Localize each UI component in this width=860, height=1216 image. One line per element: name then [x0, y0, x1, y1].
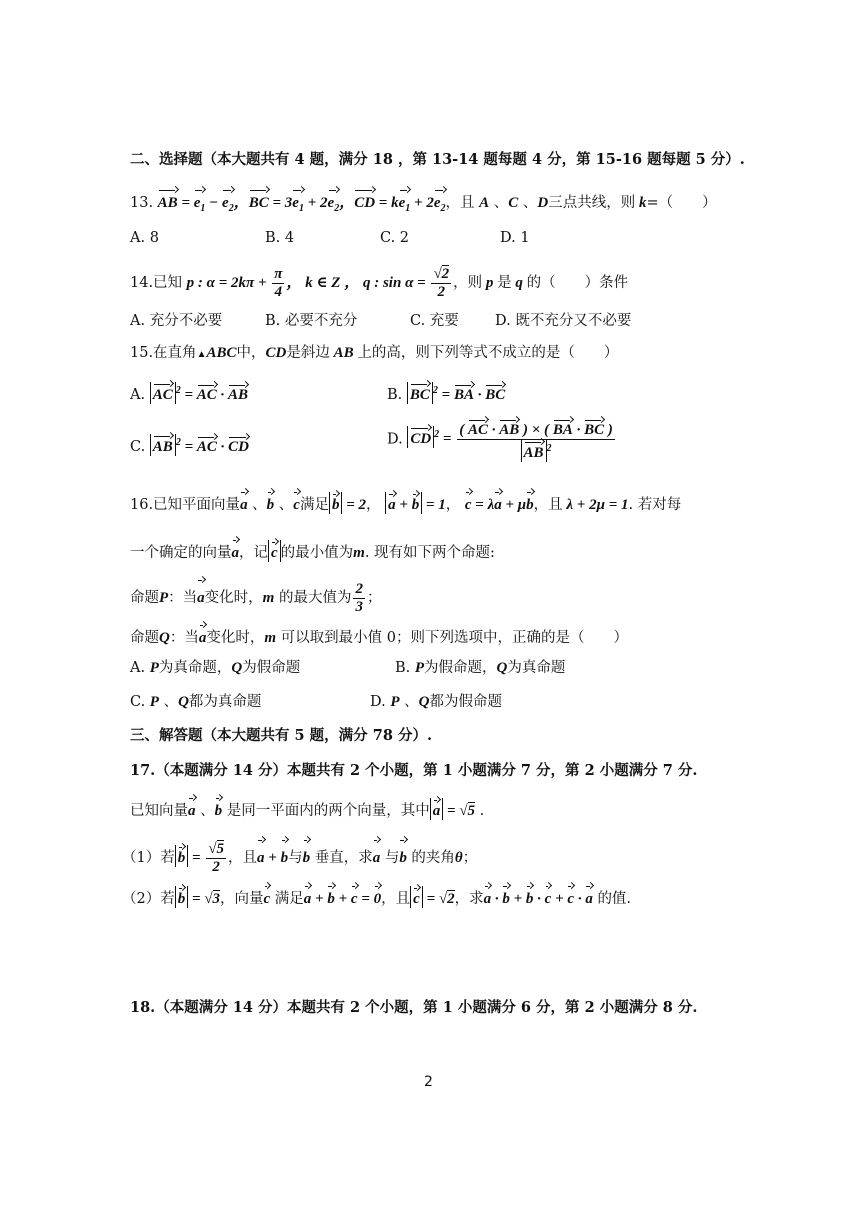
q13-points: A: [479, 195, 490, 211]
q16-option-b: B. P为假命题，Q为真命题: [395, 660, 566, 676]
q13-option-c: C. 2: [380, 230, 410, 246]
q17-given: 已知向量a 、b 是同一平面内的两个向量，其中 a = √5 .: [130, 796, 760, 822]
proposition-p: 命题P：当a变化时，m 的最大值为 $\frac{2}{3}$ ；: [130, 578, 760, 616]
q15-option-a: A. AC $^2$ = AC · AB: [130, 382, 248, 404]
page-number: 2: [424, 1074, 433, 1090]
question-13: 13. AB = $e_1 - e_2$，BC = $3e_1 + 2e_2$，CD = $ke_1 + 2e_2$，且 A 、C 、D三点共线，则 k=（ ）: [130, 188, 760, 220]
q16-option-d: D. P 、Q都为假命题: [370, 694, 502, 710]
q15-option-b: B. BC $^2$ = BA · BC: [387, 382, 505, 404]
q18-heading: 18.（本题满分 14 分）本题共有 2 个小题，第 1 小题满分 6 分，第 2 小题满分 8 分.: [130, 999, 698, 1016]
q15-text-b: 中，: [236, 345, 266, 361]
question-14: 14.已知 p : α = 2kπ + $\frac{\pi}{4}$ ， k ∈ Z ， q : sin α = $\frac{√2}{2}$ ，则 p 是 q 的（ ）条件: [130, 266, 629, 300]
q14-text-of: 的（ ）条件: [526, 274, 629, 291]
question-15: 15.在直角▲ABC中，CD是斜边 AB 上的高，则下列等式不成立的是（ ）: [130, 345, 619, 361]
q13-option-a: A. 8: [130, 230, 159, 246]
question-16-line-1: 16.已知平面向量a 、b 、c满足 b = 2， a + b = 1， c = λa + μb，且 λ + 2μ = 1. 若对每: [130, 490, 760, 516]
question-16-line-2: 一个确定的向量a，记 c 的最小值为m. 现有如下两个命题:: [130, 538, 760, 564]
section-2-heading: 二、选择题（本大题共有 4 题，满分 18 ，第 13-14 题每题 4 分，第 15-16 题每题 5 分）.: [130, 151, 745, 168]
q16-option-a: A. P为真命题，Q为假命题: [130, 660, 301, 676]
q14-number: 14.已知: [130, 274, 183, 291]
q15-text-a: 15.在直角: [130, 345, 197, 361]
q14-option-d: D. 既不充分又不必要: [495, 313, 632, 329]
q15-text-c: 是斜边: [286, 345, 330, 361]
q13-text-end: 三点共线，则: [548, 195, 636, 211]
section-3-heading: 三、解答题（本大题共有 5 题，满分 78 分）.: [130, 727, 433, 744]
q13-blank: =（ ）: [646, 195, 717, 211]
q17-part-1: （1）若 b = $\frac{√5}{2}$ ，且a + b与b 垂直，求a 与b 的夹角θ；: [122, 838, 760, 876]
q14-formula-p: p : α = 2kπ + $\frac{\pi}{4}$ ， k ∈ Z ， q : sin α = $\frac{√2}{2}$: [186, 266, 450, 300]
q13-formula: AB = $e_1 - e_2$，BC = $3e_1 + 2e_2$，CD = $ke_1 + 2e_2$: [158, 195, 446, 211]
q17-heading: 17.（本题满分 14 分）本题共有 2 个小题，第 1 小题满分 7 分，第 2 小题满分 7 分.: [130, 762, 698, 779]
q14-text-is: 是: [497, 274, 512, 291]
q15-option-c: C. AB $^2$ = AC · CD: [130, 434, 249, 456]
q14-option-a: A. 充分不必要: [130, 313, 223, 329]
proposition-q: 命题Q：当a变化时，m 可以取到最小值 0；则下列选项中，正确的是（ ）: [130, 623, 760, 649]
q13-number: 13.: [130, 195, 154, 211]
q14-text-then: ，则: [453, 274, 483, 291]
q14-option-c: C. 充要: [410, 313, 459, 329]
q15-option-d: D. CD $^2$ = $\frac{( AC \cdot AB ) \times ( BA \cdot BC )}{AB ^2}$: [387, 418, 617, 462]
q13-option-d: D. 1: [500, 230, 530, 246]
q17-part-2: （2）若 b = √3，向量c 满足a + b + c = 0，且 c = √2，求a · b + b · c + c · a 的值.: [122, 884, 760, 910]
q13-option-b: B. 4: [265, 230, 295, 246]
q15-text-d: 上的高，则下列等式不成立的是（ ）: [357, 345, 619, 361]
q13-text-mid: ，且: [445, 195, 475, 211]
q16-option-c: C. P 、Q都为真命题: [130, 694, 262, 710]
q14-option-b: B. 必要不充分: [265, 313, 358, 329]
